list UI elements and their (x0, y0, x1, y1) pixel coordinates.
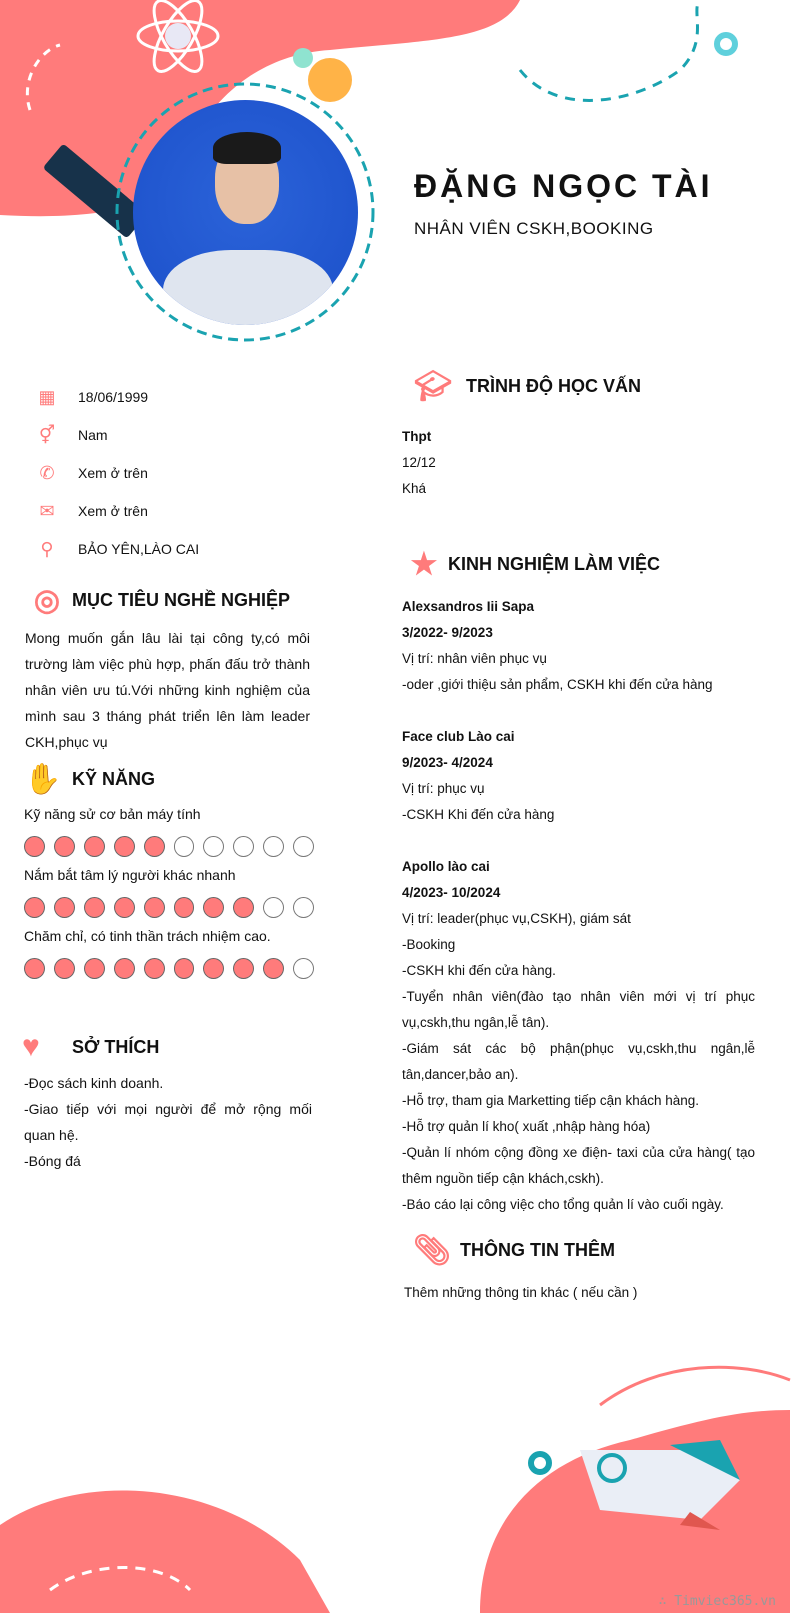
job-detail: -oder ,giới thiệu sản phẩm, CSKH khi đến cửa hàng (402, 677, 713, 692)
job-entry (402, 854, 755, 1218)
objective-heading: MỤC TIÊU NGHỀ NGHIỆP (72, 589, 291, 610)
rating-dot-empty (293, 958, 314, 979)
skill-name: Chăm chỉ, có tinh thần trách nhiệm cao. (24, 928, 271, 944)
job-detail: -Booking (402, 937, 456, 952)
job-detail: -Giám sát các bộ phận(phục vụ,cskh,thu ngân,lễ tân,dancer,bảo an). (402, 1041, 755, 1082)
rating-dot-empty (293, 836, 314, 857)
location-icon: ⚲ (40, 538, 54, 559)
additional-text: Thêm những thông tin khác ( nếu cần ) (404, 1285, 638, 1300)
rating-dot-filled (114, 836, 135, 857)
rating-dot-filled (144, 836, 165, 857)
experience-heading: KINH NGHIỆM LÀM VIỆC (448, 553, 661, 574)
skill-name: Nắm bắt tâm lý người khác nhanh (24, 867, 236, 883)
hobbies-section (22, 1030, 312, 1174)
job-detail: Vị trí: phục vụ (402, 781, 485, 796)
paperclip-icon: 📎︎ (412, 1233, 452, 1267)
gender-icon: ⚥ (38, 424, 56, 445)
hand-icon: ✋ (24, 762, 62, 796)
job-detail: -CSKH khi đến cửa hàng. (402, 963, 556, 978)
rating-dot-filled (114, 897, 135, 918)
heart-icon: ♥ (22, 1030, 40, 1063)
rating-dot-empty (263, 897, 284, 918)
job-detail: -Hỗ trợ, tham gia Marketting tiếp cận khách hàng. (402, 1093, 699, 1108)
rating-dot-filled (54, 836, 75, 857)
rating-dot-filled (144, 897, 165, 918)
rating-dot-filled (54, 958, 75, 979)
skills-section (24, 762, 314, 989)
personal-info (30, 378, 330, 568)
rating-dot-filled (174, 897, 195, 918)
phone-icon: ✆ (39, 462, 55, 483)
rating-dot-filled (24, 836, 45, 857)
education-section (400, 368, 755, 502)
job-entry (402, 724, 755, 828)
skill-rating (24, 897, 314, 918)
job-period: 3/2022- 9/2023 (402, 625, 493, 640)
rating-dot-filled (203, 897, 224, 918)
job-title: NHÂN VIÊN CSKH,BOOKING (414, 219, 654, 238)
job-company: Apollo lào cai (402, 859, 490, 874)
info-birthdate (30, 378, 330, 416)
education-rank: Khá (402, 481, 427, 496)
job-detail: Vị trí: leader(phục vụ,CSKH), giám sát (402, 911, 631, 926)
objective-section (22, 583, 310, 755)
job-period: 4/2023- 10/2024 (402, 885, 501, 900)
job-detail: Vị trí: nhân viên phục vụ (402, 651, 547, 666)
job-detail: -CSKH Khi đến cửa hàng (402, 807, 555, 822)
rating-dot-filled (233, 958, 254, 979)
rating-dot-filled (24, 958, 45, 979)
rating-dot-filled (84, 836, 105, 857)
watermark: ∴ Timviec365.vn (658, 1594, 776, 1609)
hobby-item: -Bóng đá (24, 1153, 81, 1169)
skills-heading: KỸ NĂNG (72, 768, 156, 789)
rating-dot-filled (203, 958, 224, 979)
education-school: Thpt (402, 429, 432, 444)
profile-photo (133, 100, 358, 325)
email-icon: ✉ (39, 500, 55, 521)
address-value: BẢO YÊN,LÀO CAI (78, 541, 200, 557)
additional-heading: THÔNG TIN THÊM (460, 1239, 615, 1260)
education-grade: 12/12 (402, 455, 436, 470)
experience-section (400, 546, 755, 1244)
skill-rating (24, 958, 314, 979)
job-detail: -Báo cáo lại công việc cho tổng quản lí vào cuối ngày. (402, 1197, 724, 1212)
star-icon: ★ (410, 547, 438, 581)
rating-dot-empty (263, 836, 284, 857)
job-company: Face club Lào cai (402, 729, 515, 744)
job-detail: -Tuyển nhân viên(đào tạo nhân viên mới vị trí phục vụ,cskh,thu ngân,lễ tân). (402, 989, 755, 1030)
gender-value: Nam (78, 427, 108, 443)
target-icon: ◎ (33, 583, 61, 617)
rating-dot-filled (233, 897, 254, 918)
job-detail: -Hỗ trợ quản lí kho( xuất ,nhập hàng hóa) (402, 1119, 651, 1134)
rating-dot-empty (174, 836, 195, 857)
rating-dot-filled (84, 958, 105, 979)
info-address (30, 530, 330, 568)
info-email (30, 492, 330, 530)
rating-dot-filled (24, 897, 45, 918)
graduation-cap-icon: 🎓︎ (413, 369, 453, 403)
rating-dot-empty (203, 836, 224, 857)
email-value: Xem ở trên (78, 503, 148, 519)
rating-dot-filled (114, 958, 135, 979)
phone-value: Xem ở trên (78, 465, 148, 481)
rating-dot-filled (54, 897, 75, 918)
additional-section (404, 1230, 759, 1306)
job-entry (402, 594, 755, 698)
rating-dot-filled (144, 958, 165, 979)
rating-dot-empty (233, 836, 254, 857)
skill-rating (24, 836, 314, 857)
hobby-item: -Giao tiếp với mọi người để mở rộng mối quan hệ. (24, 1101, 312, 1143)
job-period: 9/2023- 4/2024 (402, 755, 493, 770)
rating-dot-empty (293, 897, 314, 918)
objective-text: Mong muốn gắn lâu lài tại công ty,có môi trường làm việc phù hợp, phấn đấu trở thành nhân viên ưu tú.Với những kinh nghiệm của mình sau 3 tháng phát triển lên làm leader CKH,phục vụ (25, 630, 310, 750)
hobby-item: -Đọc sách kinh doanh. (24, 1075, 164, 1091)
info-gender (30, 416, 330, 454)
skill-name: Kỹ năng sử cơ bản máy tính (24, 806, 201, 822)
info-phone (30, 454, 330, 492)
candidate-name: ĐẶNG NGỌC TÀI (414, 168, 713, 204)
rating-dot-filled (174, 958, 195, 979)
job-detail: -Quản lí nhóm cộng đồng xe điện- taxi của cửa hàng( tạo thêm nguồn tiếp cận khách,cskh). (402, 1145, 755, 1186)
rating-dot-filled (263, 958, 284, 979)
education-heading: TRÌNH ĐỘ HỌC VẤN (466, 375, 641, 396)
job-company: Alexsandros Iii Sapa (402, 599, 535, 614)
rating-dot-filled (84, 897, 105, 918)
hobbies-heading: SỞ THÍCH (72, 1036, 160, 1057)
birthdate-value: 18/06/1999 (78, 389, 149, 405)
calendar-icon: ▦ (38, 386, 56, 407)
